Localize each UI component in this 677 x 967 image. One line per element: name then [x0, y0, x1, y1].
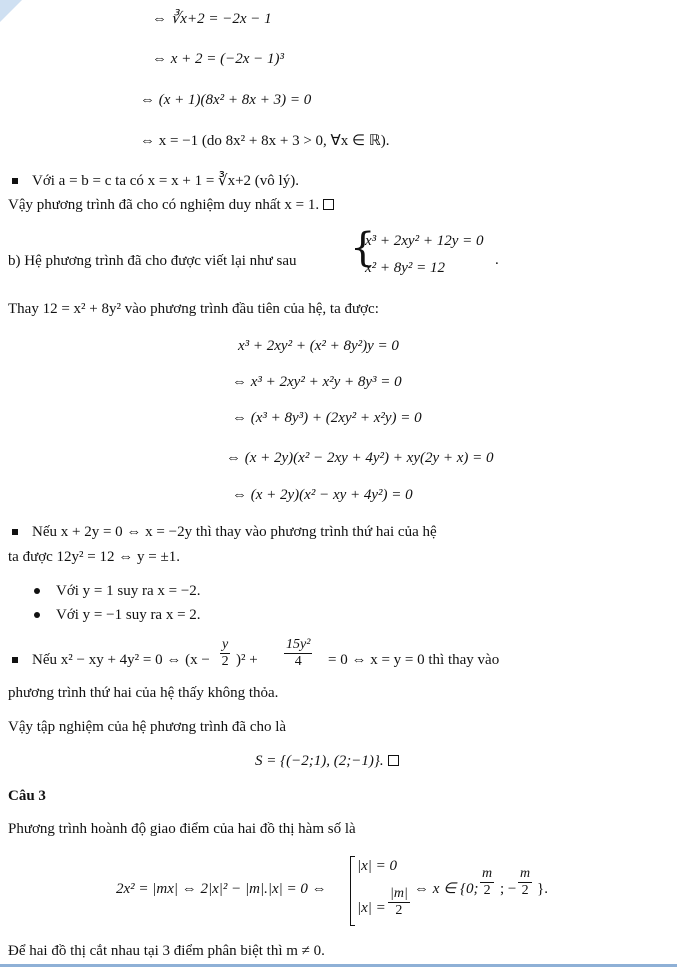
fraction-abs-m-over-2 [388, 886, 410, 919]
expansion-line-1: x³ + 2xy² + (x² + 8y²)y = 0 [238, 338, 399, 354]
case1-result: ta được 12y² = 12 ⇔ y = ±1. [8, 549, 180, 565]
fraction-15y2-over-4 [284, 637, 312, 670]
or-bracket-icon [350, 856, 355, 926]
case2-part-a: Nếu x² − xy + 4y² = 0 ⇔ (x − [32, 652, 210, 668]
solution-set-x-prefix: ⇔ x ∈ {0; [414, 881, 479, 897]
fraction-numerator: m [482, 866, 493, 881]
expansion-line-3: ⇔ (x³ + 8y³) + (2xy² + x²y) = 0 [232, 410, 422, 426]
bullet-square [12, 529, 18, 535]
system1-eq2: x² + 8y² = 12 [365, 260, 446, 276]
fraction-numerator: |m| [390, 886, 408, 901]
text-line-5: Với a = b = c ta có x = x + 1 = ∛x+2 (vô lý). [32, 173, 299, 189]
expansion-line-4: ⇔ (x + 2y)(x² − 2xy + 4y²) + xy(2y + x) = 0 [226, 450, 494, 466]
end-proof-icon [388, 755, 399, 766]
final-condition: Để hai đồ thị cắt nhau tại 3 điểm phân biệt thì m ≠ 0. [8, 943, 325, 959]
system-brace-icon: { [350, 225, 376, 271]
equation-line-1: ⇔ ∛x+2 = −2x − 1 [152, 11, 272, 27]
fraction-denominator: 2 [521, 883, 529, 898]
system2-eq2-prefix: |x| = [357, 900, 386, 916]
bullet-square [12, 178, 18, 184]
case2-part-b: )² + [236, 652, 258, 668]
fraction-denominator: 4 [294, 654, 302, 669]
fraction-m-over-2 [480, 866, 494, 899]
subcase-2: Với y = −1 suy ra x = 2. [56, 607, 201, 623]
system1-eq1: x³ + 2xy² + 12y = 0 [365, 233, 484, 249]
fraction-denominator: 2 [483, 883, 491, 898]
equation-line-4: ⇔ x = −1 (do 8x² + 8x + 3 > 0, ∀x ∈ ℝ). [140, 133, 390, 149]
intersection-equation: 2x² = |mx| ⇔ 2|x|² − |m|.|x| = 0 ⇔ [116, 881, 327, 897]
question-intro: Phương trình hoành độ giao điểm của hai đồ thị hàm số là [8, 821, 356, 837]
fraction-numerator: m [520, 866, 531, 881]
bullet-dot [34, 612, 40, 618]
case1-line: Nếu x + 2y = 0 ⇔ x = −2y thì thay vào phương trình thứ hai của hệ [32, 524, 437, 540]
fraction-numerator: 15y² [286, 637, 311, 652]
part-b-intro: b) Hệ phương trình đã cho được viết lại như sau [8, 253, 297, 269]
case2-part-c: = 0 ⇔ x = y = 0 thì thay vào [328, 652, 500, 668]
fraction-m-over-2 [518, 866, 532, 899]
solution-set-text: S = {(−2;1), (2;−1)}. [255, 753, 384, 769]
solution-set [255, 752, 399, 770]
bullet-square [12, 657, 18, 663]
substitution-line: Thay 12 = x² + 8y² vào phương trình đầu tiên của hệ, ta được: [8, 301, 379, 317]
corner-decoration [0, 0, 22, 22]
case2-conclusion: phương trình thứ hai của hệ thấy không thỏa. [8, 685, 279, 701]
equation-line-2: ⇔ x + 2 = (−2x − 1)³ [152, 51, 285, 67]
system2-eq1: |x| = 0 [357, 858, 398, 874]
solution-set-intro: Vậy tập nghiệm của hệ phương trình đã cho là [8, 719, 287, 735]
expansion-line-2: ⇔ x³ + 2xy² + x²y + 8y³ = 0 [232, 374, 402, 390]
set-close: }. [537, 881, 548, 897]
conclusion-text: Vậy phương trình đã cho có nghiệm duy nhất x = 1. [8, 197, 320, 213]
system1-dot: . [495, 252, 499, 268]
question-heading: Câu 3 [8, 788, 46, 804]
end-proof-icon [323, 199, 334, 210]
fraction-denominator: 2 [395, 903, 403, 918]
subcase-1: Với y = 1 suy ra x = −2. [56, 583, 201, 599]
fraction-numerator: y [222, 637, 229, 652]
fraction-denominator: 2 [221, 654, 229, 669]
bullet-dot [34, 588, 40, 594]
conclusion-line [8, 196, 334, 214]
expansion-line-5: ⇔ (x + 2y)(x² − xy + 4y²) = 0 [232, 487, 413, 503]
set-separator: ; − [500, 881, 517, 897]
fraction-y-over-2 [220, 637, 230, 670]
equation-line-3: ⇔ (x + 1)(8x² + 8x + 3) = 0 [140, 92, 312, 108]
